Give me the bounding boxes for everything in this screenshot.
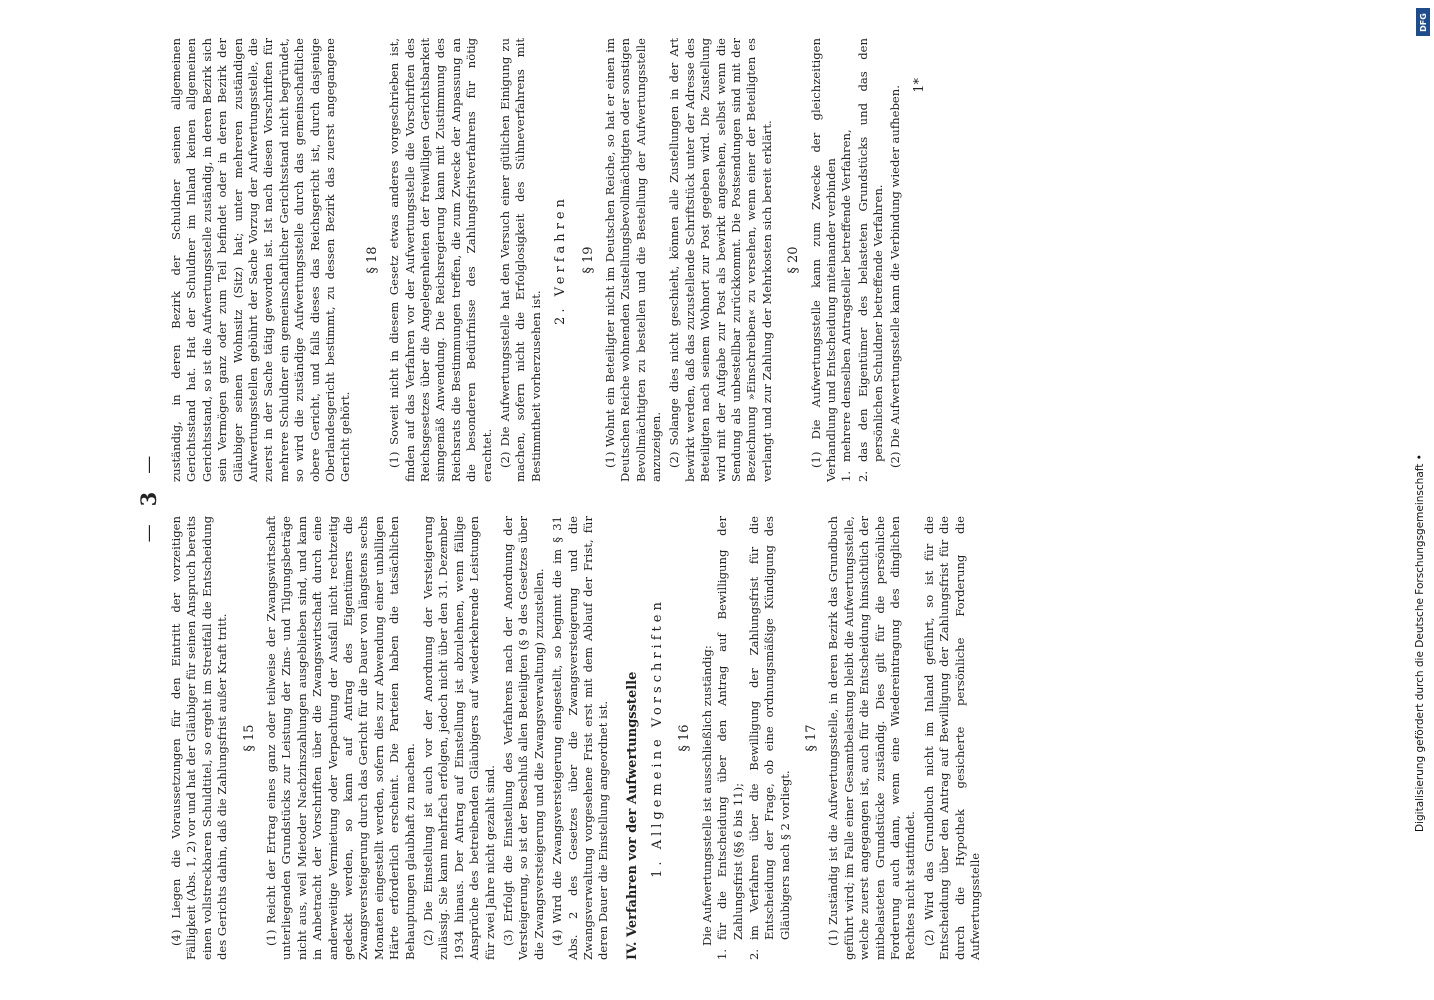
dfg-funding-note: Digitalisierung gefördert durch die Deutsche Forschungsgemeinschaft •	[1414, 454, 1426, 832]
subheading: 2. Verfahren	[553, 195, 569, 325]
list-item-number: 2.	[855, 470, 870, 482]
paragraph: (1) Die Aufwertungsstelle kann zum Zwecke der gleichzeitigen Verhandlung und Entscheidung miteinander verbinden	[808, 38, 838, 482]
section-number: § 17	[804, 724, 820, 752]
list-item	[839, 38, 854, 482]
list-item-number: 2.	[746, 948, 761, 960]
list-item-text: im Verfahren über die Bewilligung der Zahlungsfrist für die Entscheidung der Frage, ob eine ordnungsmäßige Kündigung des Gläubigers nach § 2 vorliegt.	[746, 516, 792, 940]
paragraph: (3) Erfolgt die Einstellung des Verfahrens nach der Anordnung der Versteigerung, so ist der Beschluß allen Beteiligten (§ 9 des Gesetzes über die Zwangsversteigerung und die Zwangsverwaltung) zuzustellen.	[501, 516, 546, 960]
dfg-logo	[1416, 8, 1430, 36]
paragraph: (4) Wird die Zwangsversteigerung eingestellt, so beginnt die im § 31 Abs. 2 des Gesetzes über die Zwangsversteigerung und die Zwangsverwaltung vorgesehene Frist erst mit dem Ablauf der Frist, für deren Dauer die Einstellung angeordnet ist.	[550, 516, 611, 960]
paragraph: (1) Zuständig ist die Aufwertungsstelle, in deren Bezirk das Grundbuch geführt wird; im Falle einer Gesamtbelastung bleibt die Aufwertungsstelle, welche zuerst angegangen ist, auch für die Entscheidung hinsichtlich der mitbelasteten Grundstücke zuständig. Dies gilt für die persönliche Forderung auch dann, wenn eine Wiedereintragung des dinglichen Rechtes nicht stattfindet.	[826, 516, 918, 960]
paragraph: (2) Solange dies nicht geschieht, können alle Zustellungen in der Art bewirkt werden, daß das zuzustellende Schriftstück unter der Adresse des Beteiligten nach seinem Wohnort zur Post gegeben wird. Die Zustellung wird mit der Aufgabe zur Post als bewirkt angesehen, selbst wenn die Sendung als unbestellbar zurückkommt. Die Postsendungen sind mit der Bezeichnung »Einschreiben« zu versehen, wenn einer der Beteiligten es verlangt und zur Zahlung der Mehrkosten sich bereit erklärt.	[667, 38, 774, 482]
dfg-sidebar	[1412, 0, 1434, 1000]
page-number: 3	[135, 491, 161, 507]
section-number: § 19	[580, 246, 596, 274]
paragraph: Die Aufwertungsstelle ist ausschließlich zuständig:	[699, 645, 714, 946]
list-item	[856, 38, 887, 482]
list-item-text: das den Eigentümer des belasteten Grundstücks und das den persönlichen Schuldner betreffende Verfahren.	[855, 38, 886, 462]
paragraph: (1) Soweit nicht in diesem Gesetz etwas anderes vorgeschrieben ist, finden auf das Verfahren vor der Aufwertungsstelle die Vorschriften des Reichsgesetzes über die Angelegenheiten der freiwilligen Gerichtsbarkeit sinngemäß Anwendung. Die Reichsregierung kann mit Zustimmung des Reichsrats die Bestimmungen treffen, die zum Zwecke der Anpassung an die besonderen Bedürfnisse des Zahlungsfristverfahrens für nötig erachtet.	[387, 38, 494, 482]
document-page	[117, 0, 1297, 1000]
section-number: § 16	[677, 724, 693, 752]
paragraph: (2) Die Aufwertungsstelle hat den Versuch einer gütlichen Einigung zu machen, sofern nicht die Erfolglosigkeit des Sühneverfahrens mit Bestimmtheit vorherzusehen ist.	[498, 38, 543, 482]
paragraph: (1) Wohnt ein Beteiligter nicht im Deutschen Reiche, so hat er einen im Deutschen Reiche wohnenden Zustellungsbevollmächtigten oder sonstigen Bevollmächtigten zu bestellen und die Bestellung der Aufwertungsstelle anzuzeigen.	[602, 38, 663, 482]
signature-mark: 1*	[911, 78, 927, 93]
list-item	[715, 516, 746, 960]
paragraph: (2) Die Aufwertungsstelle kann die Verbindung wieder aufheben.	[887, 85, 902, 468]
subheading: 1. Allgemeine Vorschriften	[650, 598, 666, 878]
section-number: § 20	[786, 246, 802, 274]
header-dash-left: —	[137, 524, 159, 543]
list-item	[747, 516, 793, 960]
paragraph: (2) Wird das Grundbuch nicht im Inland geführt, so ist für die Entscheidung über den Antrag auf Bewilligung der Zahlungsfrist für die durch die Hypothek gesicherte persönliche Forderung die Aufwertungsstelle	[921, 516, 983, 960]
chapter-heading: IV. Verfahren vor der Aufwertungsstelle	[624, 671, 640, 960]
right-column	[169, 38, 983, 482]
dfg-logo-text: DFG	[1418, 12, 1428, 32]
list-item-number: 1.	[715, 948, 730, 960]
paragraph: (1) Reicht der Ertrag eines ganz oder teilweise der Zwangswirtschaft unterliegenden Grundstücks zur Leistung der Zins- und Tilgungsbeträge nicht aus, weil Mietoder Nachzinszahlungen ausgeblieben sind, und kann in Anbetracht der Vorschriften über die Zwangswirtschaft durch eine anderweitige Vermietung oder Verpachtung der Ausfall nicht rechtzeitig gedeckt werden, so kann auf Antrag des Eigentümers die Zwangsversteigerung durch das Gericht für die Dauer von längstens sechs Monaten eingestellt werden, sofern dies zur Abwendung einer unbilligen Härte erforderlich erscheint. Die Parteien haben die tatsächlichen Behauptungen glaubhaft zu machen.	[263, 516, 417, 960]
list-item-number: 1.	[839, 470, 854, 482]
text-columns	[169, 38, 983, 960]
paragraph: (2) Die Einstellung ist auch vor der Anordnung der Versteigerung zulässig. Sie kann mehrfach erfolgen, jedoch nicht über den 31. Dezember 1934 hinaus. Der Antrag auf Einstellung ist abzulehnen, wenn fällige Ansprüche des betreibenden Gläubigers auf wiederkehrende Leistungen für zwei Jahre nicht gezahlt sind.	[420, 516, 497, 960]
list-item-text: für die Entscheidung über den Antrag auf Bewilligung der Zahlungsfrist (§§ 6 bis 11);	[715, 516, 745, 940]
page-header	[135, 38, 161, 960]
paragraph: (4) Liegen die Voraussetzungen für den Eintritt der vorzeitigen Fälligkeit (Abs. 1, 2) vor und hat der Gläubiger für seinen Anspruch bereits einen vollstreckbaren Schuldtitel, so ergeht im Streitfall die Entscheidung des Gerichts dahin, daß die Zahlungsfrist außer Kraft tritt.	[169, 516, 230, 960]
list-item-text: mehrere denselben Antragsteller betreffende Verfahren,	[839, 129, 854, 462]
paragraph: zuständig, in deren Bezirk der Schuldner seinen allgemeinen Gerichtsstand hat. Hat der Schuldner im Inland keinen allgemeinen Gerichtsstand, so ist die Aufwertungsstelle zuständig, in deren Bezirk sich sein Vermögen ganz oder zum Teil befindet oder in deren Bezirk der Gläubiger seinen Wohnsitz (Sitz) hat; unter mehreren zuständigen Aufwertungsstellen gebührt der Sache Vorzug der Aufwertungsstelle, die zuerst in der Sache tätig geworden ist. Ist nach diesen Vorschriften für mehrere Schuldner ein gemeinschaftlicher Gerichtsstand nicht begründet, so wird die zuständige Aufwertungsstelle durch das gemeinschaftliche obere Gericht, und falls dieses das Reichsgericht ist, durch dasjenige Oberlandesgericht bestimmt, zu dessen Bezirk das zuerst angegangene Gericht gehört.	[169, 38, 353, 482]
left-column	[169, 516, 983, 960]
section-number: § 18	[364, 246, 380, 274]
section-number: § 15	[241, 724, 257, 752]
header-dash-right: —	[137, 455, 159, 474]
